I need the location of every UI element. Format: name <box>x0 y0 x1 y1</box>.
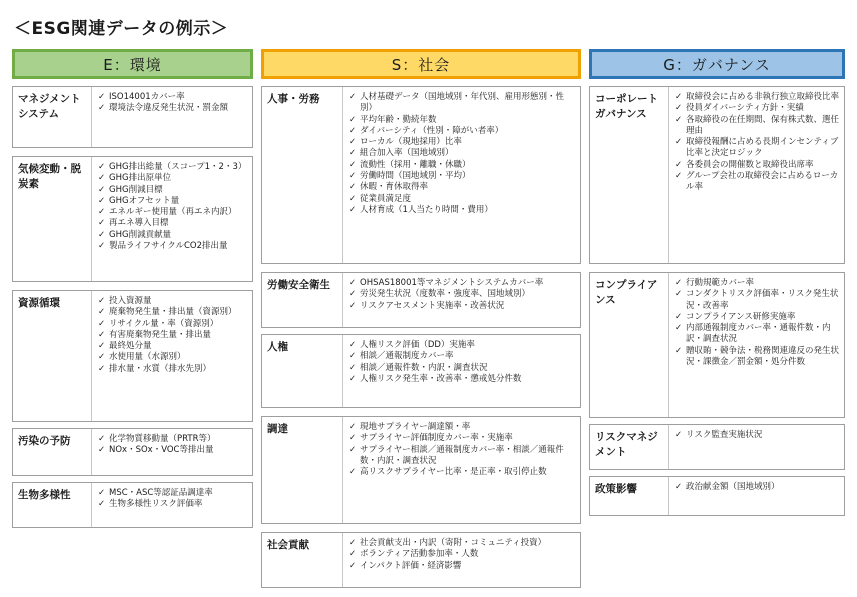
governance-header: G：ガバナンス <box>589 49 845 79</box>
list-item: ✓ 取締役報酬に占める長期インセンティブ比率と決定ロジック <box>675 137 840 160</box>
cell-items <box>91 429 252 475</box>
s-cell-social-contribution <box>261 532 581 588</box>
cell-items <box>91 87 252 147</box>
cell-items <box>342 335 580 407</box>
social-header: S：社会 <box>261 49 581 79</box>
list-item: ✓ 休暇・育休取得率 <box>349 182 576 193</box>
e-cell-management-system <box>12 86 253 148</box>
list-item: ✓ 環境法令違反発生状況・罰金額 <box>98 103 248 114</box>
e-cell-climate <box>12 156 253 282</box>
cell-items <box>668 87 844 263</box>
list-item: ✓ GHG排出総量（スコープ1・2・3） <box>98 162 248 173</box>
list-item: ✓ OHSAS18001等マネジメントシステムカバー率 <box>349 278 576 289</box>
e-cell-pollution-prevention <box>12 428 253 476</box>
list-item: ✓ エネルギー使用量（再エネ内訳） <box>98 207 248 218</box>
cell-label: 生物多様性 <box>18 489 71 501</box>
e-cell-resource-circulation <box>12 290 253 422</box>
list-item: ✓ リサイクル量・率（資源別） <box>98 319 248 330</box>
list-item: ✓ 高リスクサプライヤー比率・是正率・取引停止数 <box>349 467 576 478</box>
cell-label: 社会貢献 <box>267 539 309 551</box>
list-item: ✓ NOx・SOx・VOC等排出量 <box>98 445 248 456</box>
list-item: ✓ ISO14001カバー率 <box>98 92 248 103</box>
list-item: ✓ グループ会社の取締役会に占めるローカル率 <box>675 171 840 194</box>
cell-label: 政策影響 <box>595 483 637 495</box>
cell-label: リスクマネジメント <box>595 431 658 458</box>
g-cell-corporate-governance <box>589 86 845 264</box>
list-item: ✓ 人権リスク発生率・改善率・懲戒処分件数 <box>349 374 576 385</box>
cell-label: 資源循環 <box>18 297 60 309</box>
list-item: ✓ 政治献金額（国地域別） <box>675 482 840 493</box>
list-item: ✓ リスクアセスメント実施率・改善状況 <box>349 301 576 312</box>
list-item: ✓ 平均年齢・勤続年数 <box>349 115 576 126</box>
cell-items <box>91 483 252 527</box>
list-item: ✓ ボランティア活動参加率・人数 <box>349 549 576 560</box>
list-item: ✓ ローカル（現地採用）比率 <box>349 137 576 148</box>
cell-label: 労働安全衛生 <box>267 279 330 291</box>
s-cell-human-rights <box>261 334 581 408</box>
cell-items <box>668 273 844 417</box>
list-item: ✓ インパクト評価・経済影響 <box>349 561 576 572</box>
list-item: ✓ GHG削減貢献量 <box>98 230 248 241</box>
list-item: ✓ 労働時間（国地域別・平均） <box>349 171 576 182</box>
list-item: ✓ 組合加入率（国地域別） <box>349 148 576 159</box>
cell-label: 汚染の予防 <box>18 435 71 447</box>
cell-items <box>342 87 580 263</box>
list-item: ✓ 取締役会に占める非執行独立取締役比率 <box>675 92 840 103</box>
list-item: ✓ 最終処分量 <box>98 341 248 352</box>
list-item: ✓ 各委員会の開催数と取締役出席率 <box>675 160 840 171</box>
cell-label: 気候変動・脱炭素 <box>18 163 81 190</box>
list-item: ✓ 内部通報制度カバー率・通報件数・内訳・調査状況 <box>675 323 840 346</box>
list-item: ✓ 投入資源量 <box>98 296 248 307</box>
cell-items <box>342 533 580 587</box>
list-item: ✓ 人材育成（1人当たり時間・費用） <box>349 205 576 216</box>
list-item: ✓ 各取締役の在任期間、保有株式数、選任理由 <box>675 115 840 138</box>
cell-items <box>668 425 844 469</box>
list-item: ✓ 人材基礎データ（国地域別・年代別、雇用形態別・性別） <box>349 92 576 115</box>
list-item: ✓ コンダクトリスク評価率・リスク発生状況・改善率 <box>675 289 840 312</box>
list-item: ✓ 現地サプライヤー調達額・率 <box>349 422 576 433</box>
g-cell-risk-management <box>589 424 845 470</box>
g-cell-policy-influence <box>589 476 845 516</box>
page-title: ＜ESG関連データの例示＞ <box>14 19 229 39</box>
list-item: ✓ 排水量・水質（排水先別） <box>98 364 248 375</box>
list-item: ✓ サプライヤー相談／通報制度カバー率・相談／通報件数・内訳・調査状況 <box>349 445 576 468</box>
list-item: ✓ コンプライアンス研修実施率 <box>675 312 840 323</box>
list-item: ✓ 相談／通報件数・内訳・調査状況 <box>349 363 576 374</box>
list-item: ✓ リスク監査実施状況 <box>675 430 840 441</box>
cell-label: コンプライアンス <box>595 279 658 306</box>
cell-items <box>91 291 252 421</box>
cell-label: マネジメントシステム <box>18 93 81 120</box>
cell-items <box>91 157 252 281</box>
cell-items <box>342 417 580 523</box>
list-item: ✓ サプライヤー評価制度カバー率・実施率 <box>349 433 576 444</box>
g-cell-compliance <box>589 272 845 418</box>
list-item: ✓ 再エネ導入目標 <box>98 218 248 229</box>
list-item: ✓ 贈収賄・競争法・税務関連違反の発生状況・課徴金／罰金額・処分件数 <box>675 346 840 369</box>
list-item: ✓ 従業員満足度 <box>349 194 576 205</box>
list-item: ✓ 有害廃棄物発生量・排出量 <box>98 330 248 341</box>
list-item: ✓ 労災発生状況（度数率・強度率、国地域別） <box>349 289 576 300</box>
list-item: ✓ GHG排出原単位 <box>98 173 248 184</box>
s-cell-procurement <box>261 416 581 524</box>
e-cell-biodiversity <box>12 482 253 528</box>
list-item: ✓ GHGオフセット量 <box>98 196 248 207</box>
cell-label: 調達 <box>267 423 288 435</box>
cell-label: 人権 <box>267 341 288 353</box>
s-cell-hr-labor <box>261 86 581 264</box>
list-item: ✓ 行動規範カバー率 <box>675 278 840 289</box>
list-item: ✓ 生物多様性リスク評価率 <box>98 499 248 510</box>
s-cell-occupational-safety <box>261 272 581 328</box>
list-item: ✓ GHG削減目標 <box>98 185 248 196</box>
list-item: ✓ 相談／通報制度カバー率 <box>349 351 576 362</box>
list-item: ✓ 化学物質移動量（PRTR等） <box>98 434 248 445</box>
list-item: ✓ 人権リスク評価（DD）実施率 <box>349 340 576 351</box>
cell-items <box>342 273 580 327</box>
list-item: ✓ 製品ライフサイクルCO2排出量 <box>98 241 248 252</box>
environment-header: E：環境 <box>12 49 253 79</box>
list-item: ✓ MSC・ASC等認証品調達率 <box>98 488 248 499</box>
list-item: ✓ 水使用量（水源別） <box>98 352 248 363</box>
list-item: ✓ 流動性（採用・離職・休職） <box>349 160 576 171</box>
cell-label: コーポレートガバナンス <box>595 93 658 120</box>
list-item: ✓ ダイバーシティ（性別・障がい者率） <box>349 126 576 137</box>
list-item: ✓ 社会貢献支出・内訳（寄附・コミュニティ投資） <box>349 538 576 549</box>
cell-items <box>668 477 844 515</box>
list-item: ✓ 廃棄物発生量・排出量（資源別） <box>98 307 248 318</box>
list-item: ✓ 役員ダイバーシティ方針・実績 <box>675 103 840 114</box>
cell-label: 人事・労務 <box>267 93 320 105</box>
